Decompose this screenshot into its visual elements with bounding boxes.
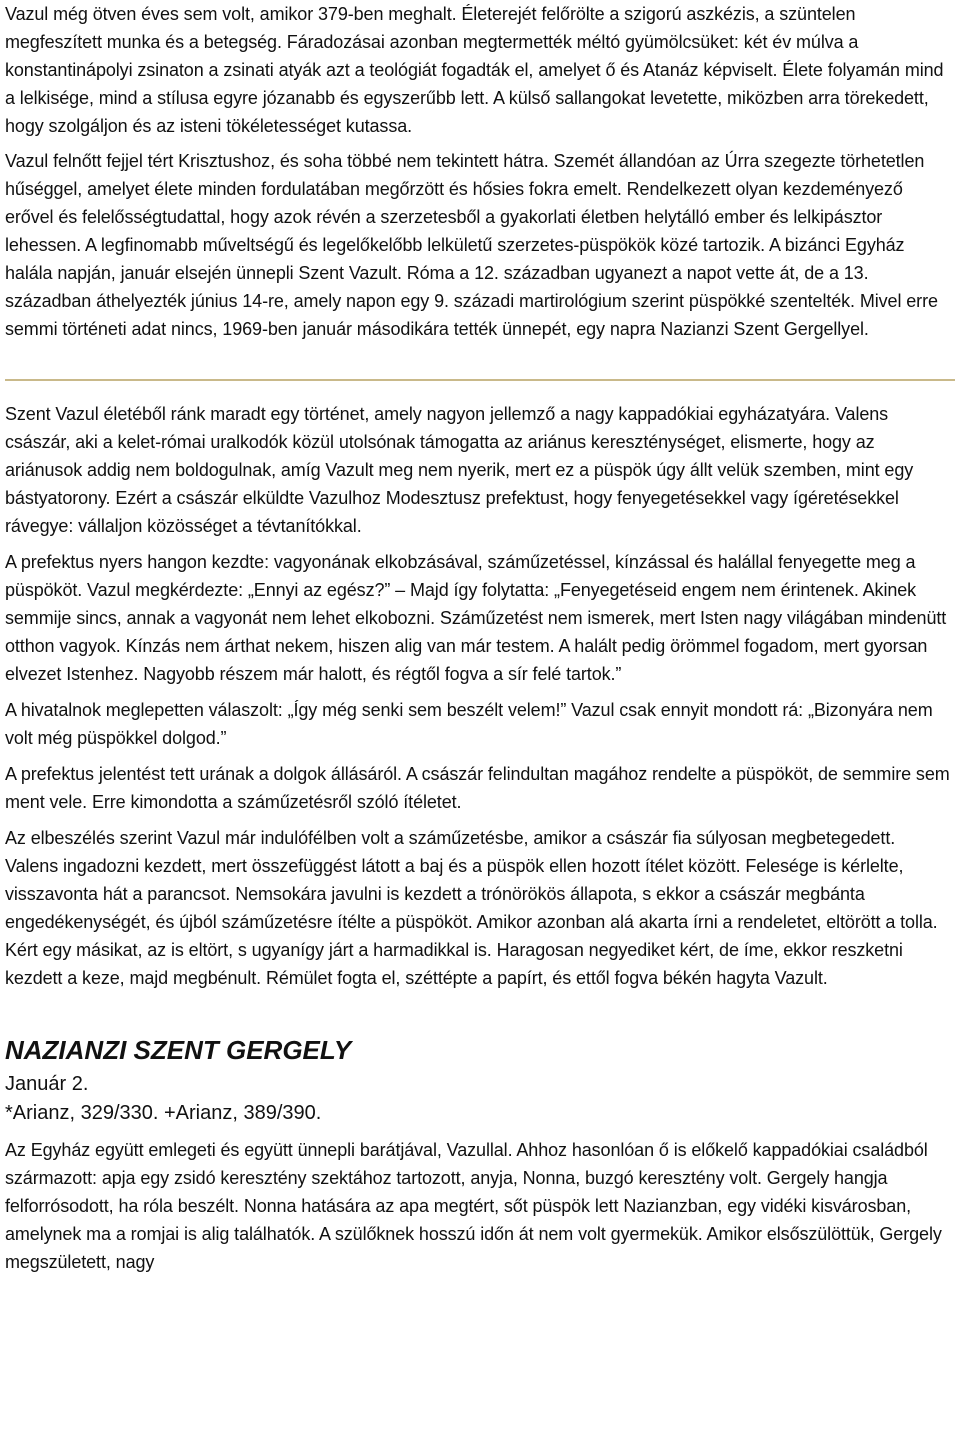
section-heading: NAZIANZI SZENT GERGELY — [5, 1035, 352, 1065]
paragraph-exile-story: Az elbeszélés szerint Vazul már indulófélben volt a száműzetésbe, amikor a császár fia súlyosan megbetegedett. Valens ingadozni kezdett, mert összefüggést látott a baj és a püspök ellen hozott ítélet között. Felesége is kérlelte, visszavonta hát a parancsot. Nemsokára javulni is kezdett a trónörökös állapota, s ekkor a császár megbánta engedékenységét, és újból száműzetésre ítélte a püspököt. Amikor azonban alá akarta írni a rendeletet, eltörött a tolla. Kért egy másikat, az is eltört, s ugyanígy járt a harmadikkal is. Haragosan negyediket kért, de íme, ekkor reszketni kezdett a keze, majd megbénult. Rémület fogta el, széttépte a papírt, és ettől fogva békén hagyta Vazult. — [5, 828, 938, 988]
paragraph-official-reply: A hivatalnok meglepetten válaszolt: „Így még senki sem beszélt velem!” Vazul csak ennyit mondott rá: „Bizonyára nem volt még püspökkel dolgod.” — [5, 700, 933, 748]
paragraph-prefect-threats: A prefektus nyers hangon kezdte: vagyonának elkobzásával, száműzetéssel, kínzással és halállal fenyegette meg a püspököt. Vazul megkérdezte: „Ennyi az egész?” – Majd így folytatta: „Fenyegetéseid engem nem érintenek. Akinek semmije sincs, annak a vagyonát nem lehet elkobozni. Száműzetést nem ismerek, mert Isten nagy világában mindenütt otthon vagyok. Kínzás nem árthat nekem, hiszen alig van már testem. A halált pedig örömmel fogadom, mert gyorsan elvezet Istenhez. Nagyobb részem már halott, és régtől fogva a sír felé tartok.” — [5, 552, 947, 684]
feast-date: Január 2. — [5, 1073, 89, 1095]
section-divider — [5, 379, 955, 381]
paragraph-vazul-conversion: Vazul felnőtt fejjel tért Krisztushoz, és soha többé nem tekintett hátra. Szemét állandóan az Úrra szegezte törhetetlen hűséggel, amelyet élete minden fordulatában megőrzött és hősies fokra emelt. Rendelkezett olyan kezdeményező erővel és felelősségtudattal, hogy azok révén a szerzetesből a gyakorlati életben helytálló ember és lelkipásztor lehessen. A legfinomabb műveltségű és legelőkelőbb lelkületű szerzetes-püspökök közé tartozik. A bizánci Egyház halála napján, január elsején ünnepli Szent Vazult. Róma a 12. században ugyanezt a napot vette át, de a 13. században áthelyezték június 14-re, amely napon egy 9. századi martirológium szerint püspökké szentelték. Mivel erre semmi történeti adat nincs, 1969-ben január másodikára tették ünnepét, egy napra Nazianzi Szent Gergellyel. — [5, 151, 938, 339]
paragraph-story-intro: Szent Vazul életéből ránk maradt egy történet, amely nagyon jellemző a nagy kappadókiai egyházatyára. Valens császár, aki a kelet-római uralkodók közül utolsónak támogatta az ariánus kereszténységet, elismerte, hogy az ariánusok addig nem boldogulnak, amíg Vazult meg nem nyerik, mert ez a püspök úgy állt velük szemben, mint egy bástyatorony. Ezért a császár elküldte Vazulhoz Modesztusz prefektust, hogy fenyegetésekkel vagy ígéretésekkel rávegye: vállaljon közösséget a tévtanítókkal. — [5, 404, 914, 536]
paragraph-vazul-death: Vazul még ötven éves sem volt, amikor 379-ben meghalt. Életerejét felőrölte a szigorú aszkézis, a szüntelen megfeszített munka és a betegség. Fáradozásai azonban megtermették méltó gyümölcsüket: két év múlva a konstantinápolyi zsinaton a zsinati atyák azt a teológiát fogadták el, amelyet ő és Atanáz képviselt. Élete folyamán mind a lelkisége, mind a stílusa egyre józanabb és egyszerűbb lett. A külső sallangokat levetette, miközben arra törekedett, hogy szolgáljon és az isteni tökéletességet kutassa. — [5, 4, 944, 136]
paragraph-gergely-intro: Az Egyház együtt emlegeti és együtt ünnepli barátjával, Vazullal. Ahhoz hasonlóan ő is előkelő kappadókiai családból származott: apja egy zsidó keresztény szektához tartozott, anyja, Nonna, buzgó keresztény volt. Gergely hangja felforrósodott, ha róla beszélt. Nonna hatására az apa megtért, sőt püspök lett Nazianzban, egy vidéki kisvárosban, amelynek ma a romjai is alig találhatók. A szülőknek hosszú időn át nem volt gyermekük. Amikor elsőszülöttük, Gergely megszületett, nagy — [5, 1140, 942, 1272]
document-page — [5, 0, 953, 1276]
lifespan: *Arianz, 329/330. +Arianz, 389/390. — [5, 1102, 322, 1124]
paragraph-prefect-report: A prefektus jelentést tett urának a dolgok állásáról. A császár felindultan magához rendelte a püspököt, de semmire sem ment vele. Erre kimondotta a száműzetésről szóló ítéletet. — [5, 764, 950, 812]
